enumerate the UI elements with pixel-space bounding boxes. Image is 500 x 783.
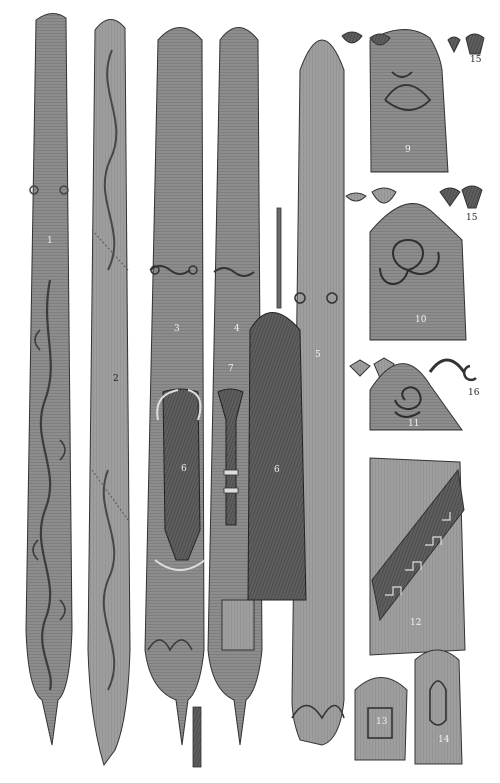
figure-number-16: 16 <box>468 388 480 398</box>
figure-number-15b: 15 <box>466 213 478 223</box>
figure-number-11: 11 <box>408 419 420 429</box>
scabbard-3 <box>145 28 204 746</box>
figure-number-15a: 15 <box>470 55 482 65</box>
plaque-11 <box>370 364 462 430</box>
fitting-14 <box>415 650 462 764</box>
figure-number-13: 13 <box>376 717 388 727</box>
figure-number-14: 14 <box>438 735 450 745</box>
figure-number-12: 12 <box>410 618 422 628</box>
figure-number-1: 1 <box>47 236 53 246</box>
figure-number-7: 7 <box>228 364 234 374</box>
figure-number-5: 5 <box>315 350 321 360</box>
rivet <box>193 707 201 767</box>
scabbard-1 <box>26 13 72 745</box>
plaque-10 <box>370 204 466 340</box>
fitting-13 <box>355 678 407 761</box>
figure-number-6a: 6 <box>181 464 187 474</box>
figure-number-3: 3 <box>174 324 180 334</box>
scabbard-2 <box>88 19 130 765</box>
figure-number-9: 9 <box>405 145 411 155</box>
figure-number-10: 10 <box>415 315 427 325</box>
figure-number-4: 4 <box>234 324 240 334</box>
figure-number-6b: 6 <box>274 465 280 475</box>
plaque-9 <box>370 29 448 172</box>
figure-number-2: 2 <box>113 374 119 384</box>
fragment-12 <box>370 458 465 655</box>
